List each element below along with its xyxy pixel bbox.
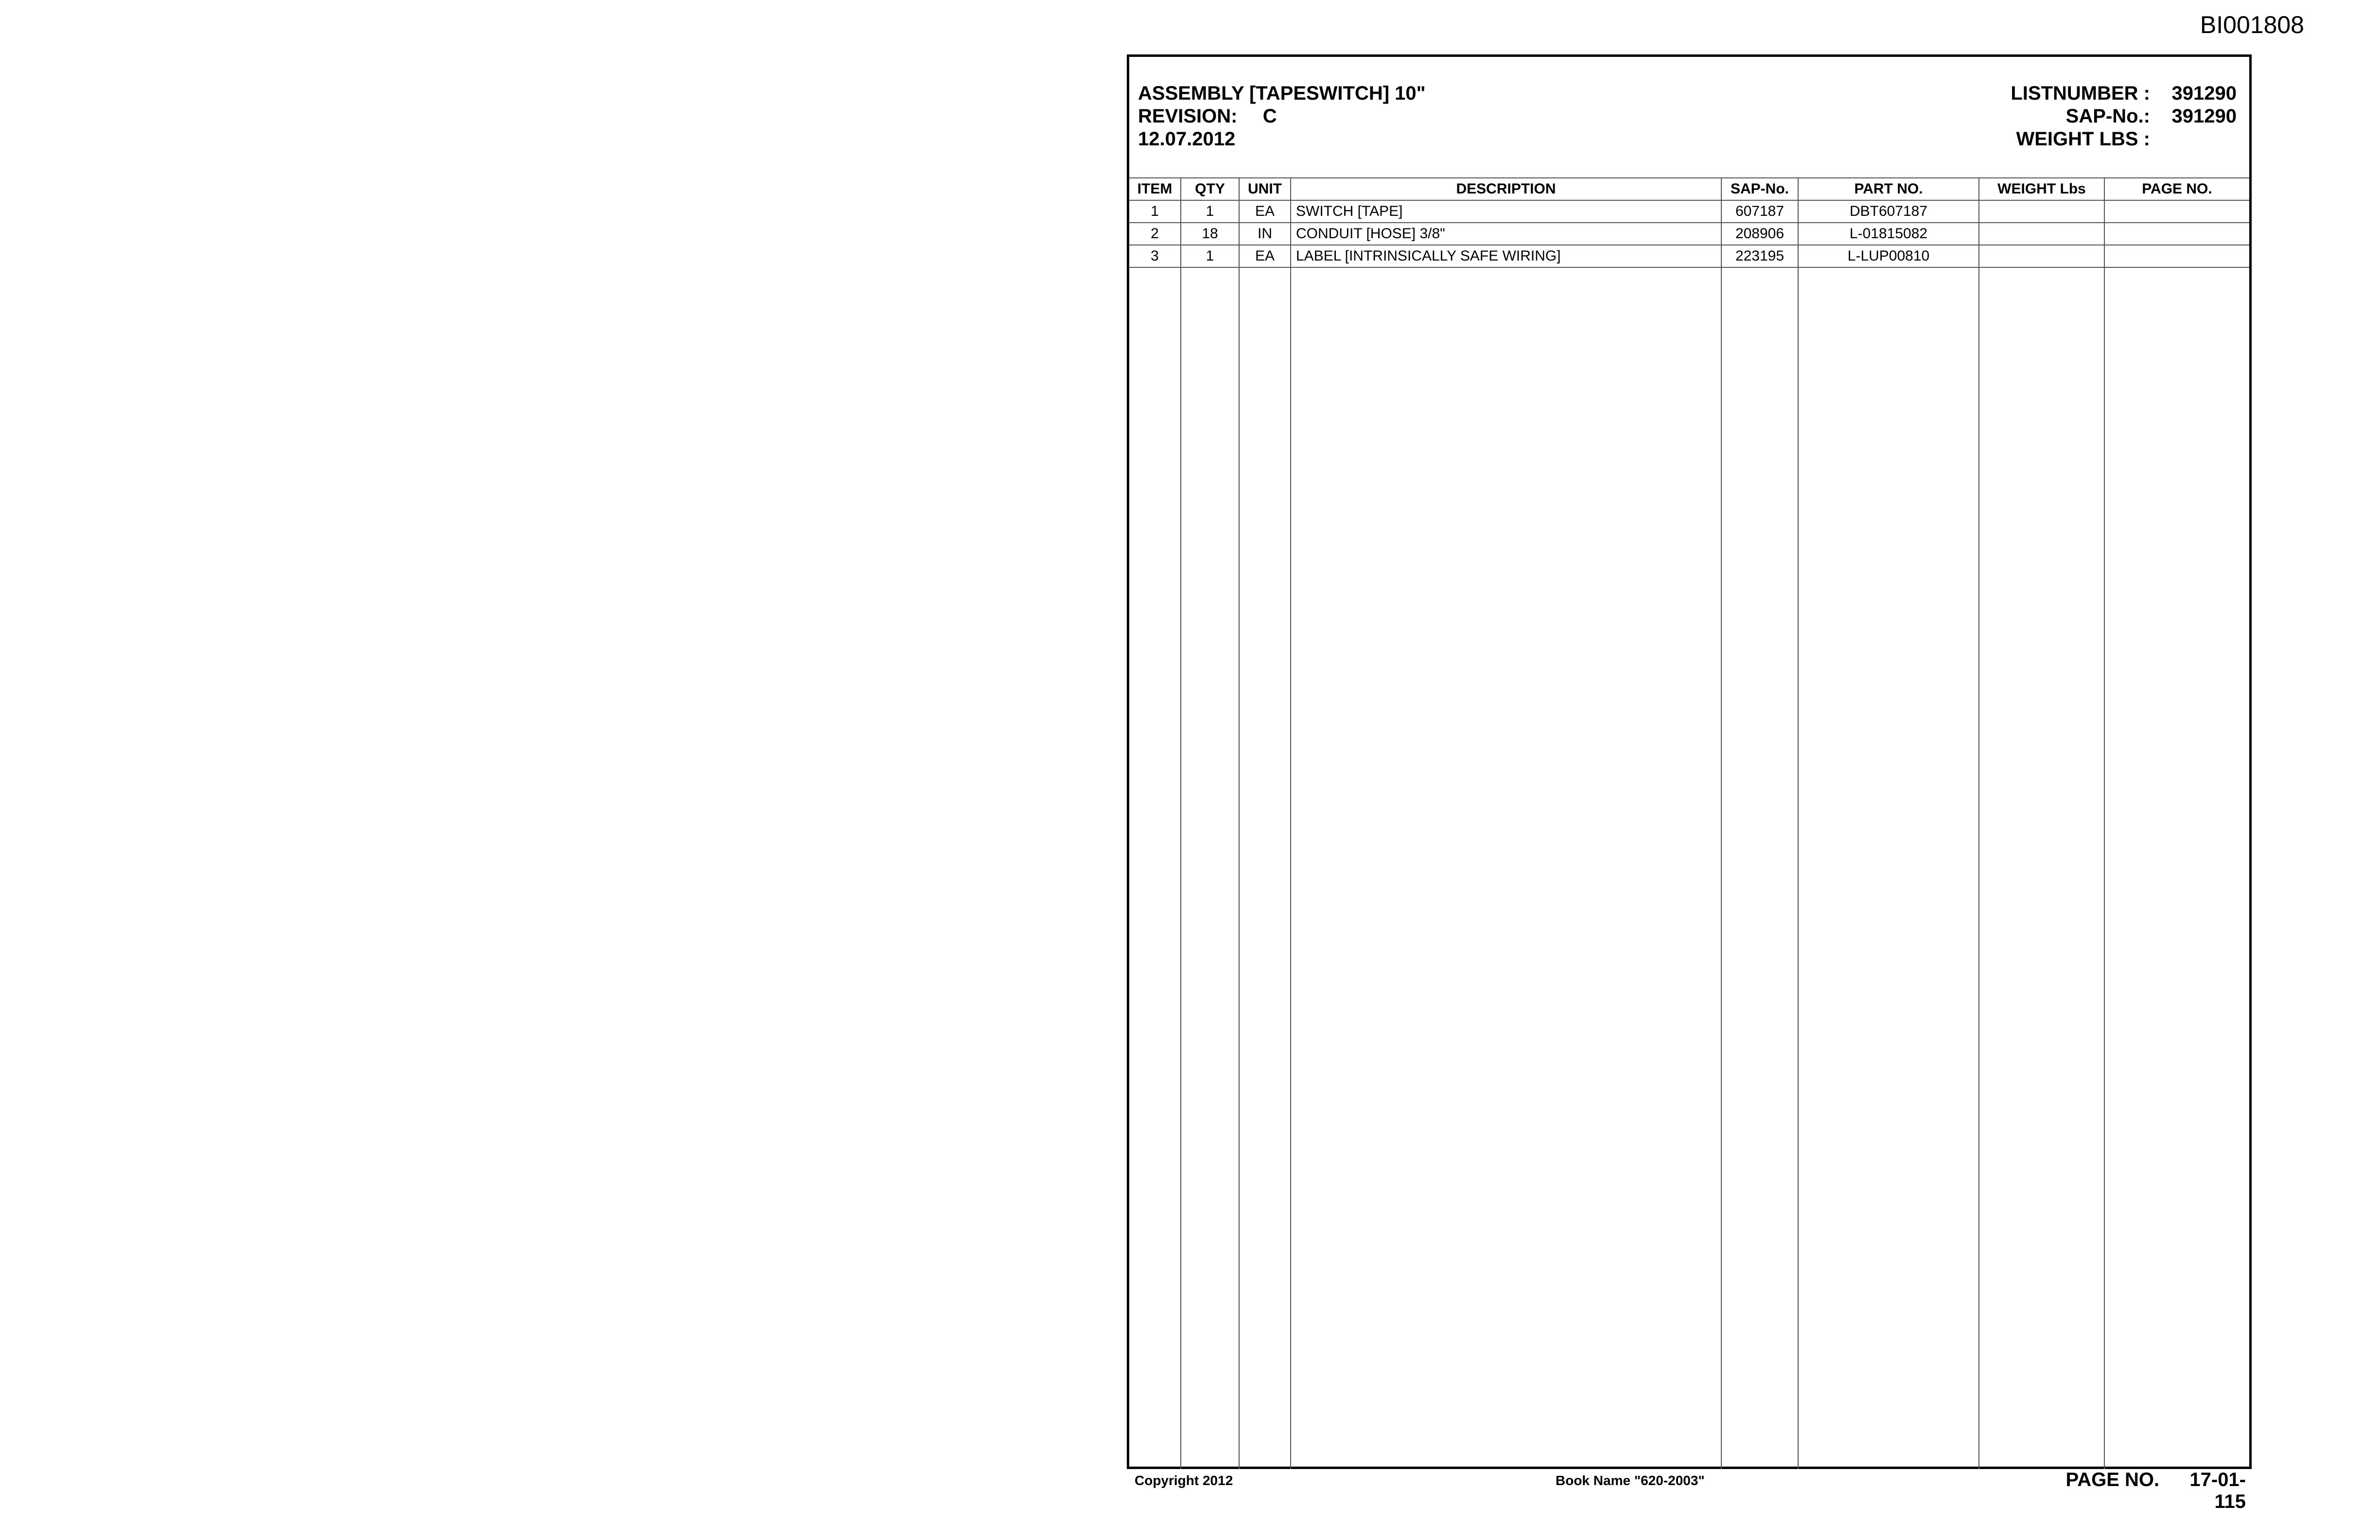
listnumber-row [2011, 82, 2237, 105]
weight-label: WEIGHT LBS : [2016, 128, 2150, 150]
column-header: DESCRIPTION [1291, 178, 1721, 200]
column-header: ITEM [1129, 178, 1181, 200]
page-number-value: 17-01-115 [2189, 1469, 2246, 1512]
listnumber-label: LISTNUMBER : [2011, 83, 2150, 104]
qty-cell: 1 [1181, 245, 1239, 267]
column-header: PART NO. [1798, 178, 1979, 200]
revision-value: C [1262, 105, 1277, 127]
sap-cell: 607187 [1721, 200, 1798, 223]
unit-cell: EA [1239, 200, 1291, 223]
page-cell [2104, 223, 2249, 245]
table-row [1129, 245, 2249, 267]
sap-cell: 208906 [1721, 223, 1798, 245]
qty-cell: 1 [1181, 200, 1239, 223]
revision-line [1138, 105, 1426, 128]
table-row [1129, 200, 2249, 223]
list-info [2011, 82, 2237, 151]
weight-row [2011, 128, 2237, 151]
parts-list-sheet [1127, 54, 2252, 1469]
assembly-title: ASSEMBLY [TAPESWITCH] 10" [1138, 83, 1426, 104]
weight-cell [1979, 223, 2104, 245]
listnumber-value: 391290 [2171, 83, 2237, 104]
description-cell: LABEL [INTRINSICALLY SAFE WIRING] [1291, 245, 1721, 267]
sap-cell: 223195 [1721, 245, 1798, 267]
column-header: SAP-No. [1721, 178, 1798, 200]
unit-cell: IN [1239, 223, 1291, 245]
weight-value [2150, 128, 2237, 151]
page-cell [2104, 245, 2249, 267]
description-cell: CONDUIT [HOSE] 3/8" [1291, 223, 1721, 245]
qty-cell: 18 [1181, 223, 1239, 245]
column-header: UNIT [1239, 178, 1291, 200]
weight-cell [1979, 245, 2104, 267]
table-row [1129, 223, 2249, 245]
column-header: PAGE NO. [2104, 178, 2249, 200]
part-number-cell: L-01815082 [1798, 223, 1979, 245]
part-number-cell: L-LUP00810 [1798, 245, 1979, 267]
part-number-cell: DBT607187 [1798, 200, 1979, 223]
page-cell [2104, 200, 2249, 223]
document-id: BI001808 [2200, 11, 2304, 38]
assembly-header [1138, 82, 1426, 151]
table-empty-area [1129, 267, 2249, 1469]
revision-label: REVISION: [1138, 105, 1238, 127]
parts-table [1129, 177, 2249, 1469]
item-cell: 1 [1129, 200, 1181, 223]
copyright-notice: Copyright 2012 [1135, 1473, 1233, 1488]
book-name: Book Name "620-2003" [1556, 1473, 1705, 1488]
sap-row [2011, 105, 2237, 128]
sap-label: SAP-No.: [2065, 105, 2150, 127]
page-number-label: PAGE NO. [2065, 1469, 2160, 1490]
column-header: QTY [1181, 178, 1239, 200]
item-cell: 2 [1129, 223, 1181, 245]
table-header-row [1129, 178, 2249, 200]
sap-value: 391290 [2171, 105, 2237, 127]
revision-date: 12.07.2012 [1138, 128, 1236, 150]
column-header: WEIGHT Lbs [1979, 178, 2104, 200]
description-cell: SWITCH [TAPE] [1291, 200, 1721, 223]
unit-cell: EA [1239, 245, 1291, 267]
page-number [2042, 1469, 2246, 1513]
item-cell: 3 [1129, 245, 1181, 267]
weight-cell [1979, 200, 2104, 223]
